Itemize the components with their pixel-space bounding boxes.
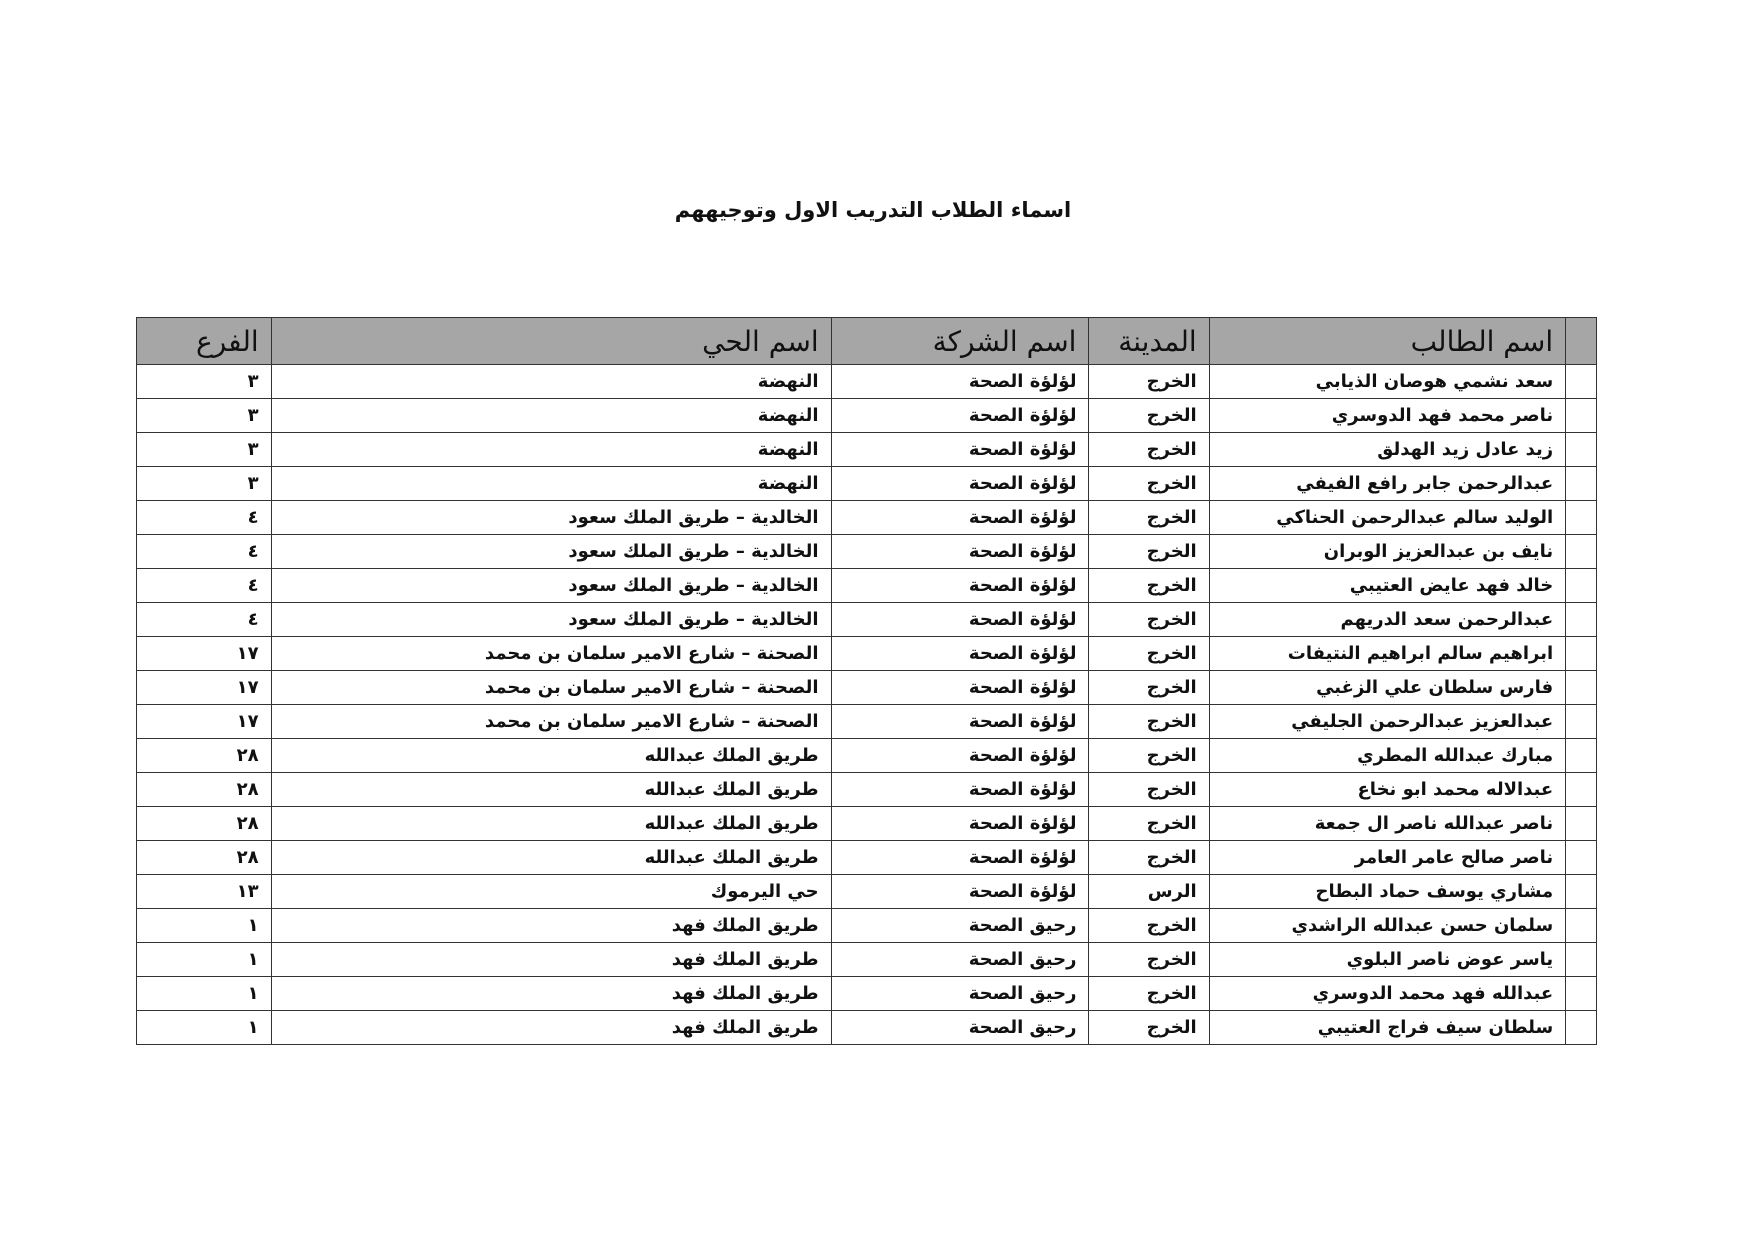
cell-district: النهضة	[271, 433, 831, 467]
cell-student-name: فارس سلطان علي الزغبي	[1209, 671, 1566, 705]
cell-student-name: الوليد سالم عبدالرحمن الحناكي	[1209, 501, 1566, 535]
table-row	[137, 875, 1597, 909]
cell-company: رحيق الصحة	[831, 909, 1089, 943]
table-row	[137, 433, 1597, 467]
cell-district: الخالدية – طريق الملك سعود	[271, 535, 831, 569]
row-margin-cell	[1566, 875, 1597, 909]
cell-student-name: زيد عادل زيد الهدلق	[1209, 433, 1566, 467]
cell-branch: ١٧	[137, 637, 272, 671]
cell-company: لؤلؤة الصحة	[831, 875, 1089, 909]
cell-company: لؤلؤة الصحة	[831, 501, 1089, 535]
row-margin-cell	[1566, 671, 1597, 705]
cell-branch: ٢٨	[137, 739, 272, 773]
header-margin-cell	[1566, 318, 1597, 365]
cell-city: الخرج	[1089, 433, 1209, 467]
cell-city: الخرج	[1089, 399, 1209, 433]
cell-district: الخالدية – طريق الملك سعود	[271, 501, 831, 535]
table-row	[137, 399, 1597, 433]
row-margin-cell	[1566, 535, 1597, 569]
cell-student-name: مبارك عبدالله المطري	[1209, 739, 1566, 773]
cell-branch: ١	[137, 943, 272, 977]
cell-branch: ١٧	[137, 705, 272, 739]
page-title: اسماء الطلاب التدريب الاول وتوجيههم	[674, 198, 1072, 222]
cell-company: لؤلؤة الصحة	[831, 535, 1089, 569]
table-row	[137, 739, 1597, 773]
cell-student-name: ابراهيم سالم ابراهيم النتيفات	[1209, 637, 1566, 671]
cell-branch: ٤	[137, 535, 272, 569]
cell-branch: ١	[137, 1011, 272, 1045]
cell-branch: ١	[137, 909, 272, 943]
cell-company: لؤلؤة الصحة	[831, 739, 1089, 773]
cell-student-name: عبدالعزيز عبدالرحمن الجليفي	[1209, 705, 1566, 739]
cell-company: لؤلؤة الصحة	[831, 807, 1089, 841]
cell-district: طريق الملك فهد	[271, 977, 831, 1011]
table-row	[137, 535, 1597, 569]
cell-student-name: ناصر محمد فهد الدوسري	[1209, 399, 1566, 433]
cell-city: الخرج	[1089, 637, 1209, 671]
cell-company: لؤلؤة الصحة	[831, 705, 1089, 739]
cell-district: طريق الملك عبدالله	[271, 807, 831, 841]
cell-branch: ١٧	[137, 671, 272, 705]
row-margin-cell	[1566, 1011, 1597, 1045]
row-margin-cell	[1566, 739, 1597, 773]
cell-student-name: عبدالرحمن جابر رافع الفيفي	[1209, 467, 1566, 501]
cell-city: الخرج	[1089, 705, 1209, 739]
cell-district: النهضة	[271, 467, 831, 501]
table-row	[137, 943, 1597, 977]
cell-branch: ٤	[137, 603, 272, 637]
cell-city: الخرج	[1089, 671, 1209, 705]
cell-company: لؤلؤة الصحة	[831, 433, 1089, 467]
table-row	[137, 467, 1597, 501]
cell-student-name: ناصر عبدالله ناصر ال جمعة	[1209, 807, 1566, 841]
cell-branch: ٣	[137, 467, 272, 501]
students-table	[136, 317, 1597, 1045]
table-row	[137, 773, 1597, 807]
cell-company: لؤلؤة الصحة	[831, 569, 1089, 603]
cell-company: لؤلؤة الصحة	[831, 399, 1089, 433]
cell-branch: ٣	[137, 433, 272, 467]
row-margin-cell	[1566, 501, 1597, 535]
cell-district: طريق الملك عبدالله	[271, 841, 831, 875]
cell-company: لؤلؤة الصحة	[831, 637, 1089, 671]
cell-branch: ٢٨	[137, 841, 272, 875]
cell-student-name: عبدالاله محمد ابو نخاع	[1209, 773, 1566, 807]
header-company: اسم الشركة	[831, 318, 1089, 365]
table-row	[137, 807, 1597, 841]
header-city: المدينة	[1089, 318, 1209, 365]
cell-student-name: سعد نشمي هوصان الذيابي	[1209, 365, 1566, 399]
cell-branch: ٤	[137, 569, 272, 603]
table-body	[137, 365, 1597, 1045]
row-margin-cell	[1566, 603, 1597, 637]
row-margin-cell	[1566, 467, 1597, 501]
row-margin-cell	[1566, 909, 1597, 943]
table-row	[137, 841, 1597, 875]
cell-city: الخرج	[1089, 603, 1209, 637]
table-row	[137, 705, 1597, 739]
header-student-name: اسم الطالب	[1209, 318, 1566, 365]
cell-company: رحيق الصحة	[831, 977, 1089, 1011]
row-margin-cell	[1566, 365, 1597, 399]
cell-city: الخرج	[1089, 501, 1209, 535]
cell-city: الخرج	[1089, 467, 1209, 501]
cell-student-name: عبدالله فهد محمد الدوسري	[1209, 977, 1566, 1011]
cell-city: الخرج	[1089, 1011, 1209, 1045]
cell-city: الخرج	[1089, 977, 1209, 1011]
cell-district: النهضة	[271, 399, 831, 433]
table-row	[137, 1011, 1597, 1045]
header-branch: الفرع	[137, 318, 272, 365]
cell-city: الخرج	[1089, 365, 1209, 399]
cell-district: حي اليرموك	[271, 875, 831, 909]
cell-company: لؤلؤة الصحة	[831, 365, 1089, 399]
table-row	[137, 365, 1597, 399]
row-margin-cell	[1566, 433, 1597, 467]
cell-city: الخرج	[1089, 841, 1209, 875]
cell-district: الصحنة – شارع الامير سلمان بن محمد	[271, 637, 831, 671]
cell-company: لؤلؤة الصحة	[831, 671, 1089, 705]
row-margin-cell	[1566, 977, 1597, 1011]
cell-city: الرس	[1089, 875, 1209, 909]
row-margin-cell	[1566, 569, 1597, 603]
cell-branch: ٤	[137, 501, 272, 535]
cell-branch: ٢٨	[137, 773, 272, 807]
cell-student-name: ناصر صالح عامر العامر	[1209, 841, 1566, 875]
table-row	[137, 603, 1597, 637]
cell-city: الخرج	[1089, 909, 1209, 943]
cell-city: الخرج	[1089, 807, 1209, 841]
cell-district: النهضة	[271, 365, 831, 399]
cell-student-name: مشاري يوسف حماد البطاح	[1209, 875, 1566, 909]
row-margin-cell	[1566, 705, 1597, 739]
header-district: اسم الحي	[271, 318, 831, 365]
cell-branch: ١٣	[137, 875, 272, 909]
table-row	[137, 501, 1597, 535]
row-margin-cell	[1566, 399, 1597, 433]
cell-student-name: سلمان حسن عبدالله الراشدي	[1209, 909, 1566, 943]
table-header	[137, 318, 1597, 365]
cell-city: الخرج	[1089, 535, 1209, 569]
cell-company: لؤلؤة الصحة	[831, 773, 1089, 807]
cell-district: طريق الملك عبدالله	[271, 773, 831, 807]
cell-company: رحيق الصحة	[831, 1011, 1089, 1045]
cell-branch: ٢٨	[137, 807, 272, 841]
row-margin-cell	[1566, 637, 1597, 671]
row-margin-cell	[1566, 841, 1597, 875]
cell-city: الخرج	[1089, 773, 1209, 807]
table-row	[137, 671, 1597, 705]
cell-city: الخرج	[1089, 569, 1209, 603]
cell-district: الخالدية – طريق الملك سعود	[271, 603, 831, 637]
cell-district: طريق الملك فهد	[271, 1011, 831, 1045]
cell-city: الخرج	[1089, 739, 1209, 773]
table-row	[137, 909, 1597, 943]
row-margin-cell	[1566, 773, 1597, 807]
row-margin-cell	[1566, 943, 1597, 977]
cell-district: الصحنة – شارع الامير سلمان بن محمد	[271, 705, 831, 739]
cell-student-name: ياسر عوض ناصر البلوي	[1209, 943, 1566, 977]
cell-district: طريق الملك فهد	[271, 909, 831, 943]
table-row	[137, 569, 1597, 603]
header-row	[137, 318, 1597, 365]
cell-city: الخرج	[1089, 943, 1209, 977]
cell-student-name: سلطان سيف فراج العتيبي	[1209, 1011, 1566, 1045]
cell-branch: ٣	[137, 399, 272, 433]
cell-company: رحيق الصحة	[831, 943, 1089, 977]
cell-district: الخالدية – طريق الملك سعود	[271, 569, 831, 603]
cell-student-name: نايف بن عبدالعزيز الوبران	[1209, 535, 1566, 569]
cell-district: الصحنة – شارع الامير سلمان بن محمد	[271, 671, 831, 705]
table-row	[137, 637, 1597, 671]
cell-branch: ٣	[137, 365, 272, 399]
cell-student-name: عبدالرحمن سعد الدريهم	[1209, 603, 1566, 637]
cell-branch: ١	[137, 977, 272, 1011]
cell-company: لؤلؤة الصحة	[831, 467, 1089, 501]
cell-company: لؤلؤة الصحة	[831, 603, 1089, 637]
cell-district: طريق الملك فهد	[271, 943, 831, 977]
cell-student-name: خالد فهد عايض العتيبي	[1209, 569, 1566, 603]
cell-company: لؤلؤة الصحة	[831, 841, 1089, 875]
row-margin-cell	[1566, 807, 1597, 841]
table-row	[137, 977, 1597, 1011]
cell-district: طريق الملك عبدالله	[271, 739, 831, 773]
